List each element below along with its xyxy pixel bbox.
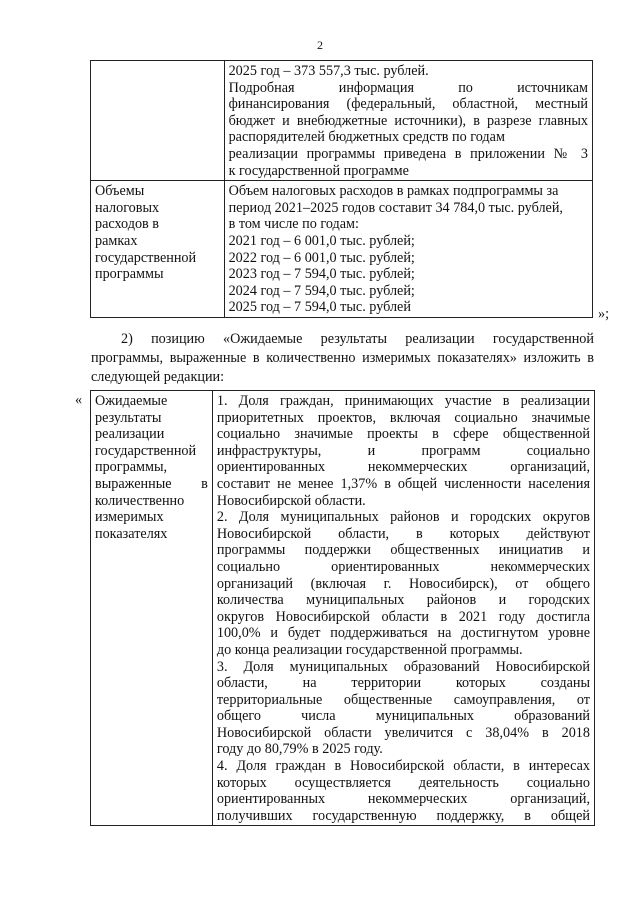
cell-line: ориентированных некоммерческих организаций,: [216, 459, 590, 476]
cell-line: программы: [95, 266, 164, 283]
paragraph-line: 2) позицию «Ожидаемые результаты реализации государственной: [121, 331, 594, 347]
table-cell-label: [91, 181, 225, 318]
table-cell-content: [224, 61, 592, 181]
cell-line: округов Новосибирской области в 2021 году достигла: [216, 608, 590, 625]
cell-line: приоритетных проектов, включая социально значимые: [216, 409, 590, 426]
cell-line: программы,: [95, 459, 168, 476]
funding-table: [90, 60, 593, 318]
cell-line: ориентированных некоммерческих организаций,: [216, 791, 590, 808]
cell-line: результаты: [95, 409, 162, 426]
cell-line: Ожидаемые: [95, 393, 168, 409]
table-row: [91, 181, 593, 318]
cell-line: Подробная информация по источникам: [228, 79, 588, 96]
cell-line: количества муниципальных районов и городских: [216, 592, 590, 609]
cell-line: распорядителей бюджетных средств по годам: [228, 129, 505, 146]
cell-line: измеримых: [95, 509, 164, 526]
cell-line: 4. Доля граждан в Новосибирской области, в интересах: [216, 758, 590, 775]
cell-line: составит не менее 1,37% в общей численности населения: [216, 475, 590, 492]
table-cell-label: [91, 391, 213, 826]
cell-line: государственной: [95, 249, 197, 266]
cell-line: расходов в: [95, 216, 159, 233]
cell-line: количественно: [95, 492, 185, 509]
cell-line: 2025 год – 373 557,3 тыс. рублей.: [228, 63, 429, 79]
amendment-paragraph: [91, 330, 594, 387]
cell-line: организаций (включая г. Новосибирск), от общего: [216, 575, 590, 592]
table-row: [91, 391, 595, 826]
cell-line: Новосибирской области, в которых действуют: [216, 525, 590, 542]
cell-line: территориальные общественные самоуправления, от: [216, 691, 590, 708]
page-number: 2: [317, 38, 323, 52]
table-cell-label: [91, 61, 225, 181]
cell-line: период 2021–2025 годов составит 34 784,0 тыс. рублей,: [228, 199, 563, 216]
cell-line: рамках: [95, 232, 138, 249]
cell-line: налоговых: [95, 199, 160, 216]
opening-quote: «: [75, 392, 83, 408]
cell-line: 100,0% и будет поддерживаться на достигнутом уровне: [216, 625, 590, 642]
cell-line: 2. Доля муниципальных районов и городских округов: [216, 509, 590, 526]
cell-line: государственной: [95, 442, 197, 459]
table-row: [91, 61, 593, 181]
cell-line: 2021 год – 6 001,0 тыс. рублей;: [228, 232, 415, 249]
cell-line: Объем налоговых расходов в рамках подпрограммы за: [228, 183, 559, 200]
cell-line: 3. Доля муниципальных образований Новосибирской: [216, 658, 590, 675]
cell-line: Новосибирской области увеличится с 38,04% в 2018: [216, 724, 590, 741]
cell-line: году до 80,79% в 2025 году.: [216, 741, 383, 758]
cell-line: бюджет и внебюджетные источники), в разрезе главных: [228, 112, 588, 129]
cell-line: 2024 год – 7 594,0 тыс. рублей;: [228, 282, 415, 299]
cell-line: Новосибирской области.: [216, 492, 366, 509]
cell-line: показателях: [95, 525, 168, 542]
cell-line: 2025 год – 7 594,0 тыс. рублей: [228, 299, 411, 316]
cell-line: инфраструктуры, и программ социально: [216, 442, 590, 459]
cell-line: социально значимые проекты в сфере общественной: [216, 426, 590, 443]
cell-line: к государственной программе: [228, 162, 409, 179]
cell-line: 1. Доля граждан, принимающих участие в реализации: [216, 393, 590, 409]
cell-line: финансирования (федеральный, областной, местный: [228, 96, 588, 113]
table-cell-content: [212, 391, 594, 826]
cell-line: получивших государственную поддержку, в общей: [216, 807, 590, 824]
paragraph-line: следующей редакции:: [91, 369, 225, 385]
paragraph-line: программы, выраженные в количественно измеримых показателях» изложить в: [91, 350, 594, 366]
cell-line: реализации: [95, 426, 165, 443]
cell-line: 2023 год – 7 594,0 тыс. рублей;: [228, 266, 415, 283]
cell-line: Объемы: [95, 183, 145, 200]
cell-line: в том числе по годам:: [228, 216, 359, 233]
cell-line: выраженные в: [95, 475, 208, 492]
cell-line: которых осуществляется деятельность социально: [216, 774, 590, 791]
cell-line: до конца реализации государственной программы.: [216, 641, 523, 658]
results-table: [90, 390, 595, 826]
cell-line: 2022 год – 6 001,0 тыс. рублей;: [228, 249, 415, 266]
cell-line: общего числа муниципальных образований: [216, 708, 590, 725]
cell-line: реализации программы приведена в приложении № 3: [228, 145, 588, 162]
table-cell-content: [224, 181, 592, 318]
cell-line: области, на территории которых созданы: [216, 675, 590, 692]
closing-quote: »;: [598, 306, 610, 322]
cell-line: социально ориентированных некоммерческих: [216, 558, 590, 575]
cell-line: программы поддержки общественных инициатив и: [216, 542, 590, 559]
